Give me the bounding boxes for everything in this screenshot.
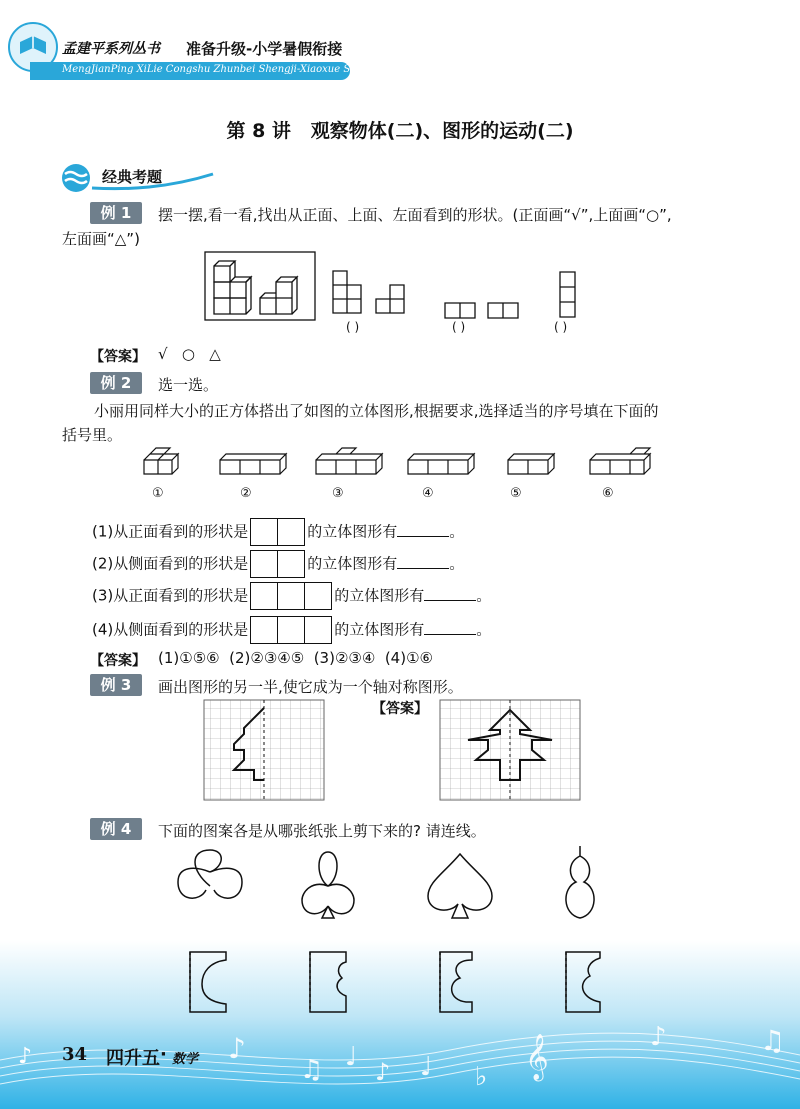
trefoil-shape — [178, 850, 242, 898]
example-3-text: 画出图形的另一半,使它成为一个轴对称图形。 — [158, 678, 463, 696]
footer-subject: 数学 — [172, 1052, 199, 1067]
answer-paren: ( ) — [346, 320, 360, 334]
treble-clef-icon: 𝄞 — [525, 1034, 549, 1080]
shape-number: ③ — [332, 486, 344, 501]
music-note-icon: ♩ — [420, 1052, 433, 1082]
example-1-text-line2: 左面画“△”) — [62, 230, 140, 248]
series-name: 孟建平系列丛书 — [62, 41, 160, 57]
answer-blank[interactable] — [424, 622, 476, 635]
example-1-text-line1: 摆一摆,看一看,找出从正面、上面、左面看到的形状。(正面画“√”,上面画“○”, — [158, 206, 672, 224]
example-1-answer: √ ○ △ — [158, 345, 221, 363]
question-4: (4)从侧面看到的形状是 的立体图形有 。 — [92, 616, 491, 644]
view-box-3 — [250, 582, 332, 610]
example-2-answer-label: 【答案】 — [90, 653, 146, 669]
music-note-icon: ♪ — [375, 1058, 391, 1086]
view-box-2 — [250, 518, 305, 546]
footer-ornament-icon: ♪ — [18, 1044, 33, 1069]
spade-shape — [428, 854, 492, 918]
example-2-answer: (1)①⑤⑥ (2)②③④⑤ (3)②③④ (4)①⑥ — [158, 649, 433, 667]
example-2-intro-line2: 括号里。 — [62, 426, 123, 444]
page-number: 34 — [62, 1044, 88, 1065]
view-box-3 — [250, 616, 332, 644]
example-4-shapes — [170, 842, 630, 1022]
answer-blank[interactable] — [397, 556, 449, 569]
shape-number: ⑤ — [510, 486, 522, 501]
music-note-icon: ♪ — [228, 1032, 246, 1065]
folded-paper-2 — [310, 952, 346, 1012]
shape-number: ② — [240, 486, 252, 501]
answer-paren: ( ) — [452, 320, 466, 334]
example-3-answer-label: 【答案】 — [372, 701, 428, 717]
gourd-shape — [566, 846, 594, 918]
example-2-intro-line1: 小丽用同样大小的正方体搭出了如图的立体图形,根据要求,选择适当的序号填在下面的 — [94, 402, 659, 420]
club-shape — [302, 852, 354, 918]
shape-number: ① — [152, 486, 164, 501]
view-box-2 — [250, 550, 305, 578]
footer-dot: · — [160, 1044, 167, 1065]
example-4-badge: 例 4 — [90, 818, 142, 840]
question-3: (3)从正面看到的形状是 的立体图形有 。 — [92, 582, 491, 610]
shape-number: ⑥ — [602, 486, 614, 501]
example-4-text: 下面的图案各是从哪张纸张上剪下来的? 请连线。 — [158, 822, 486, 840]
example-2-badge: 例 2 — [90, 372, 142, 394]
music-note-icon: ♫ — [300, 1055, 324, 1085]
footer-grade: 四升五 — [106, 1048, 160, 1069]
answer-paren: ( ) — [554, 320, 568, 334]
answer-blank[interactable] — [424, 588, 476, 601]
folded-paper-4 — [566, 952, 600, 1012]
answer-blank[interactable] — [397, 524, 449, 537]
folded-paper-3 — [440, 952, 472, 1012]
music-note-icon: ♩ — [345, 1042, 358, 1072]
example-3-badge: 例 3 — [90, 674, 142, 696]
shape-number: ④ — [422, 486, 434, 501]
question-1: (1)从正面看到的形状是 的立体图形有 。 — [92, 518, 464, 546]
example-2-cubes — [140, 446, 660, 486]
music-note-icon: ♫ — [760, 1024, 786, 1057]
section-label: 经典考题 — [102, 168, 163, 186]
example-1-badge: 例 1 — [90, 202, 142, 224]
music-note-icon: ♭ — [475, 1062, 488, 1092]
question-2: (2)从侧面看到的形状是 的立体图形有 。 — [92, 550, 464, 578]
header-pinyin: MengJianPing XiLie Congshu Zhunbei Shengji-Xiaoxue Shujia Xianjie — [62, 64, 414, 75]
example-1-answer-label: 【答案】 — [90, 349, 146, 365]
book-title: 准备升级-小学暑假衔接 — [186, 40, 343, 58]
music-note-icon: ♪ — [650, 1022, 667, 1052]
folded-paper-1 — [190, 952, 226, 1012]
lesson-title: 第 8 讲 观察物体(二)、图形的运动(二) — [226, 120, 574, 142]
example-2-title: 选一选。 — [158, 376, 219, 394]
